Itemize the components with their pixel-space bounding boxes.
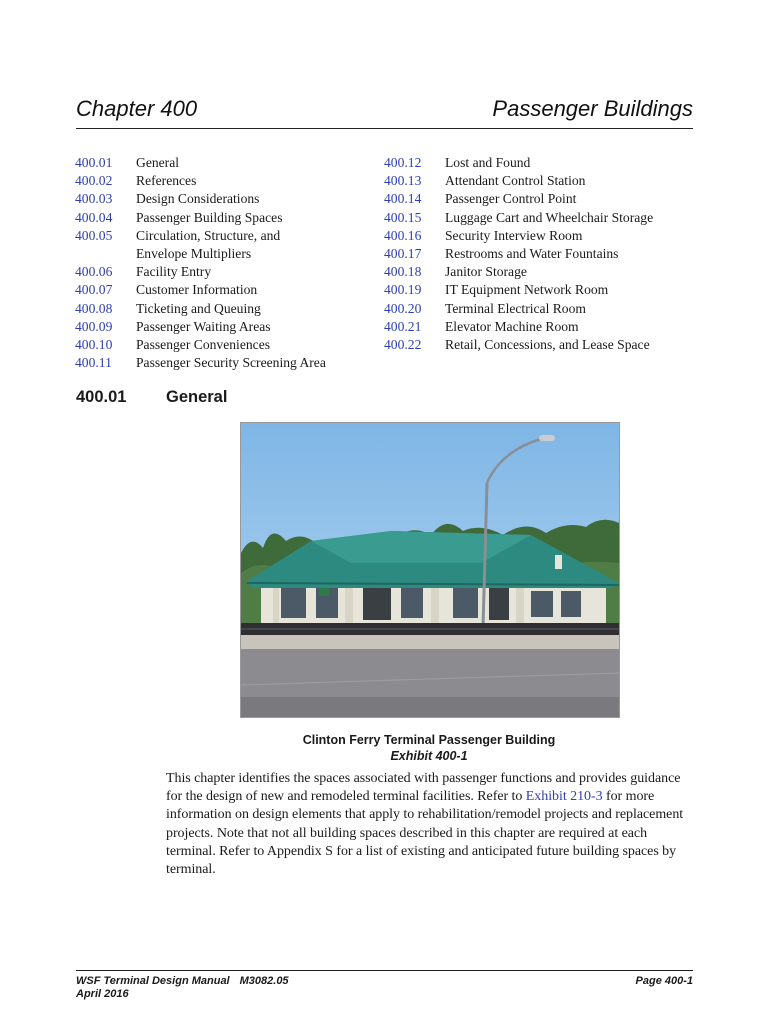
toc-item[interactable] [384,281,704,299]
toc-item[interactable] [384,300,704,318]
toc-item-number[interactable]: 400.03 [75,191,113,207]
paragraph-text-1: This chapter identifies the spaces associated with passenger functions and provides guidance for the design of new and remodeled terminal facilities. Refer to [166,771,681,805]
exhibit-link[interactable]: Exhibit 210-3 [525,789,603,805]
toc-item[interactable] [75,245,375,263]
section-number: 400.01 [76,388,127,406]
manual-id: M3082.05 [239,975,289,987]
paragraph-text-2: for more information on design elements that apply to rehabilitation/remodel projects and replacement projects. Note that not all building spaces described in this chapter are required at each terminal. Refer to Appendix S for a list of existing and anticipated future building spaces by terminal. [166,789,684,878]
terminal-photo [240,422,620,718]
toc-item[interactable] [75,336,375,354]
toc-item[interactable] [75,190,375,208]
toc-item[interactable] [75,281,375,299]
toc-item-title: Lost and Found [445,155,531,170]
toc-item-number[interactable]: 400.12 [384,155,422,170]
toc-item[interactable] [75,263,375,281]
toc-item-title: Facility Entry [136,264,212,280]
toc-item-number[interactable]: 400.08 [75,300,113,316]
chapter-number: Chapter 400 [76,96,198,121]
toc-item[interactable] [384,318,704,336]
toc-item-number[interactable]: 400.18 [384,264,422,280]
toc-item[interactable] [384,209,704,227]
section-heading [76,388,227,407]
toc-item-title: Customer Information [136,282,258,298]
toc-item-number[interactable]: 400.07 [75,282,113,298]
toc-item-number[interactable]: 400.09 [75,318,113,334]
section-title: General [166,388,228,406]
toc-item-title: General [136,155,180,170]
toc-item[interactable] [75,354,375,372]
page-footer [76,975,693,1001]
toc-item[interactable] [384,154,704,172]
toc-item-number[interactable]: 400.13 [384,173,422,189]
intro-paragraph [166,770,686,879]
toc-item-number[interactable]: 400.19 [384,282,422,298]
toc-item-title: Elevator Machine Room [445,318,579,334]
toc-item-title: Restrooms and Water Fountains [445,246,619,262]
toc-item-number[interactable]: 400.17 [384,246,422,262]
footer-divider [76,970,693,971]
toc-item[interactable] [384,245,704,263]
toc-item-title: Passenger Control Point [445,191,577,207]
toc-item-title: Retail, Concessions, and Lease Space [445,337,650,353]
toc-item-number[interactable]: 400.01 [75,155,113,170]
toc-item-title: Design Considerations [136,191,260,207]
toc-item-title: References [136,173,197,189]
toc-right-column [384,154,704,354]
toc-item[interactable] [384,227,704,245]
toc-item-title: Envelope Multipliers [136,246,252,262]
toc-item-number[interactable]: 400.04 [75,209,113,225]
toc-item-title: Attendant Control Station [445,173,586,189]
toc-item-title: Ticketing and Queuing [136,300,261,316]
manual-name: WSF Terminal Design Manual [76,975,230,987]
toc-item[interactable] [384,172,704,190]
toc-item-number[interactable]: 400.21 [384,318,422,334]
toc-item-number[interactable]: 400.15 [384,209,422,225]
toc-item[interactable] [75,318,375,336]
toc-item-title: Passenger Waiting Areas [136,318,271,334]
toc-item-title: Security Interview Room [445,227,583,243]
toc-item-number[interactable]: 400.14 [384,191,422,207]
caption-title: Clinton Ferry Terminal Passenger Building [302,733,556,747]
header-divider [76,128,693,129]
toc-item[interactable] [384,263,704,281]
caption-exhibit: Exhibit 400-1 [390,749,468,763]
toc-item-number[interactable]: 400.22 [384,337,422,353]
toc-item[interactable] [75,172,375,190]
toc-left-column [75,154,375,372]
toc-item[interactable] [384,190,704,208]
toc-item-title: Passenger Conveniences [136,337,271,353]
toc-item-number[interactable]: 400.05 [75,227,113,243]
toc-item[interactable] [75,209,375,227]
toc-item-title: Luggage Cart and Wheelchair Storage [445,209,654,225]
toc-item-title: Terminal Electrical Room [445,300,586,316]
toc-item[interactable] [384,336,704,354]
toc-item-number[interactable]: 400.11 [75,355,112,371]
toc-item-number[interactable]: 400.20 [384,300,422,316]
publish-date: April 2016 [76,988,129,1000]
toc-item-number[interactable]: 400.02 [75,173,113,189]
page-number: Page 400-1 [635,975,693,987]
toc-item[interactable] [75,300,375,318]
chapter-header [76,96,693,122]
toc-item-title: Passenger Security Screening Area [136,355,326,371]
toc-item-number[interactable]: 400.16 [384,227,422,243]
toc-item-title: Janitor Storage [445,264,527,280]
toc-item-title: Circulation, Structure, and [136,227,281,243]
toc-item[interactable] [75,227,375,245]
toc-item-number[interactable]: 400.10 [75,337,113,353]
toc-item-title: IT Equipment Network Room [445,282,609,298]
chapter-title: Passenger Buildings [492,96,693,121]
figure-caption [240,732,618,764]
toc-item[interactable] [75,154,375,172]
toc-item-title: Passenger Building Spaces [136,209,283,225]
toc-item-number[interactable]: 400.06 [75,264,113,280]
toc-item-number[interactable] [75,245,136,263]
